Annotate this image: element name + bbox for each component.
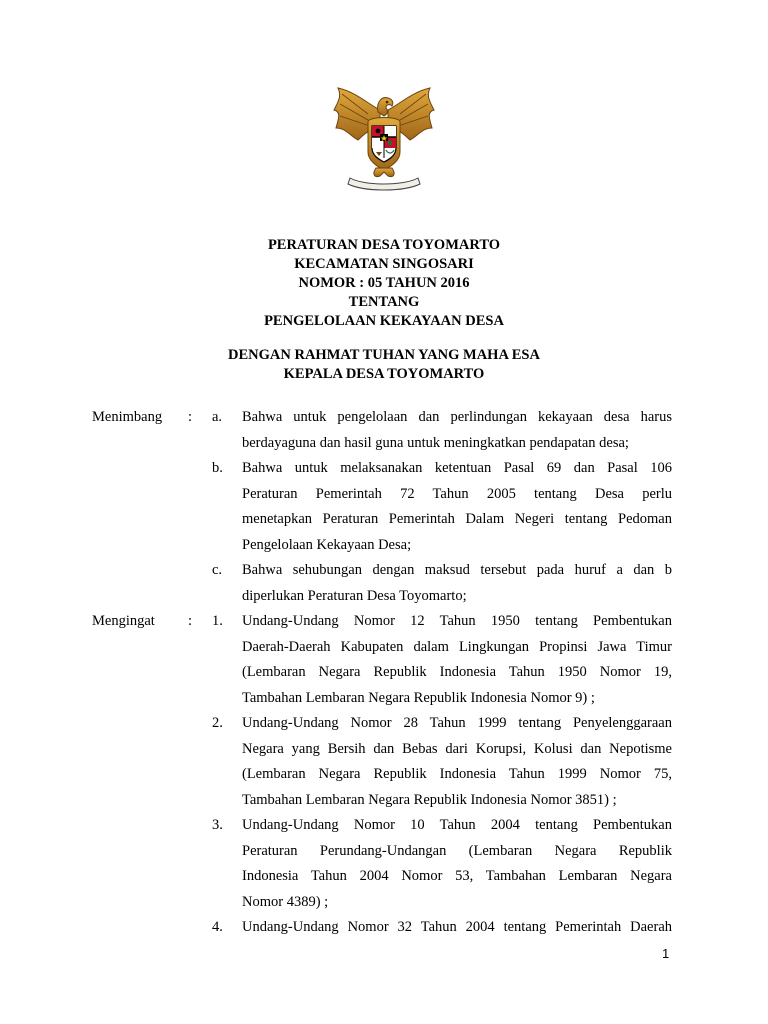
text-line: menetapkan Peraturan Pemerintah Dalam Negeri tentang Pedoman — [242, 511, 672, 528]
text-line: Peraturan Perundang-Undangan (Lembaran Negara Republik — [242, 842, 672, 859]
title-line: PERATURAN DESA TOYOMARTO — [267, 237, 501, 253]
title-line: TENTANG — [348, 294, 420, 310]
text-line: Tambahan Lembaran Negara Republik Indonesia Nomor 9) ; — [242, 689, 595, 706]
garuda-emblem — [328, 82, 440, 192]
item-marker: c. — [212, 562, 223, 578]
text-line: Undang-Undang Nomor 10 Tahun 2004 tentang Pembentukan — [242, 817, 672, 833]
preamble-line: KEPALA DESA TOYOMARTO — [283, 366, 485, 382]
text-line: Pengelolaan Kekayaan Desa; — [242, 536, 412, 553]
mengingat-item-3 — [242, 813, 672, 915]
text-line: Peraturan Pemerintah 72 Tahun 2005 tentang Desa perlu — [242, 485, 672, 502]
mengingat-item-1 — [242, 609, 672, 711]
text-line: (Lembaran Negara Republik Indonesia Tahun 1950 Nomor 19, — [242, 664, 672, 681]
mengingat-item-2 — [242, 711, 672, 813]
menimbang-label: Menimbang — [92, 409, 163, 425]
text-line: Indonesia Tahun 2004 Nomor 53, Tambahan Lembaran Negara — [242, 868, 672, 885]
title-line: NOMOR : 05 TAHUN 2016 — [298, 275, 470, 291]
text-line: berdayaguna dan hasil guna untuk meningkatkan pendapatan desa; — [242, 434, 629, 451]
text-line: Daerah-Daerah Kabupaten dalam Lingkungan Propinsi Jawa Timur — [242, 638, 672, 655]
text-line: (Lembaran Negara Republik Indonesia Tahun 1999 Nomor 75, — [242, 766, 672, 783]
text-line: Negara yang Bersih dan Bebas dari Korupsi, Kolusi dan Nepotisme — [242, 740, 672, 757]
title-line: PENGELOLAAN KEKAYAAN DESA — [264, 313, 504, 329]
menimbang-item-c — [242, 558, 672, 609]
text-line: Tambahan Lembaran Negara Republik Indonesia Nomor 3851) ; — [242, 791, 617, 808]
regulation-title — [0, 236, 768, 331]
mengingat-label: Mengingat — [92, 613, 155, 629]
text-line: Undang-Undang Nomor 28 Tahun 1999 tentang Penyelenggaraan — [242, 715, 672, 731]
preamble-heading — [0, 346, 768, 384]
text-line: Nomor 4389) ; — [242, 893, 329, 910]
text-line: Bahwa untuk melaksanakan ketentuan Pasal 69 dan Pasal 106 — [242, 460, 672, 476]
page-number: 1 — [662, 946, 670, 961]
item-marker: 4. — [212, 919, 223, 935]
menimbang-item-b — [242, 456, 672, 558]
text-line: Undang-Undang Nomor 32 Tahun 2004 tentang Pemerintah Daerah — [242, 919, 672, 935]
menimbang-item-a — [242, 405, 672, 456]
preamble-line: DENGAN RAHMAT TUHAN YANG MAHA ESA — [228, 347, 540, 363]
item-marker: a. — [212, 409, 223, 425]
mengingat-item-4 — [242, 915, 672, 941]
title-line: KECAMATAN SINGOSARI — [294, 256, 474, 272]
text-line: Bahwa sehubungan dengan maksud tersebut pada huruf a dan b — [242, 562, 672, 578]
mengingat-colon: : — [188, 613, 193, 629]
text-line: Bahwa untuk pengelolaan dan perlindungan kekayaan desa harus — [242, 409, 672, 425]
text-line: diperlukan Peraturan Desa Toyomarto; — [242, 587, 467, 604]
menimbang-colon: : — [188, 409, 193, 425]
item-marker: 2. — [212, 715, 223, 731]
item-marker: 3. — [212, 817, 223, 833]
item-marker: b. — [212, 460, 223, 476]
text-line: Undang-Undang Nomor 12 Tahun 1950 tentang Pembentukan — [242, 613, 672, 629]
item-marker: 1. — [212, 613, 223, 629]
